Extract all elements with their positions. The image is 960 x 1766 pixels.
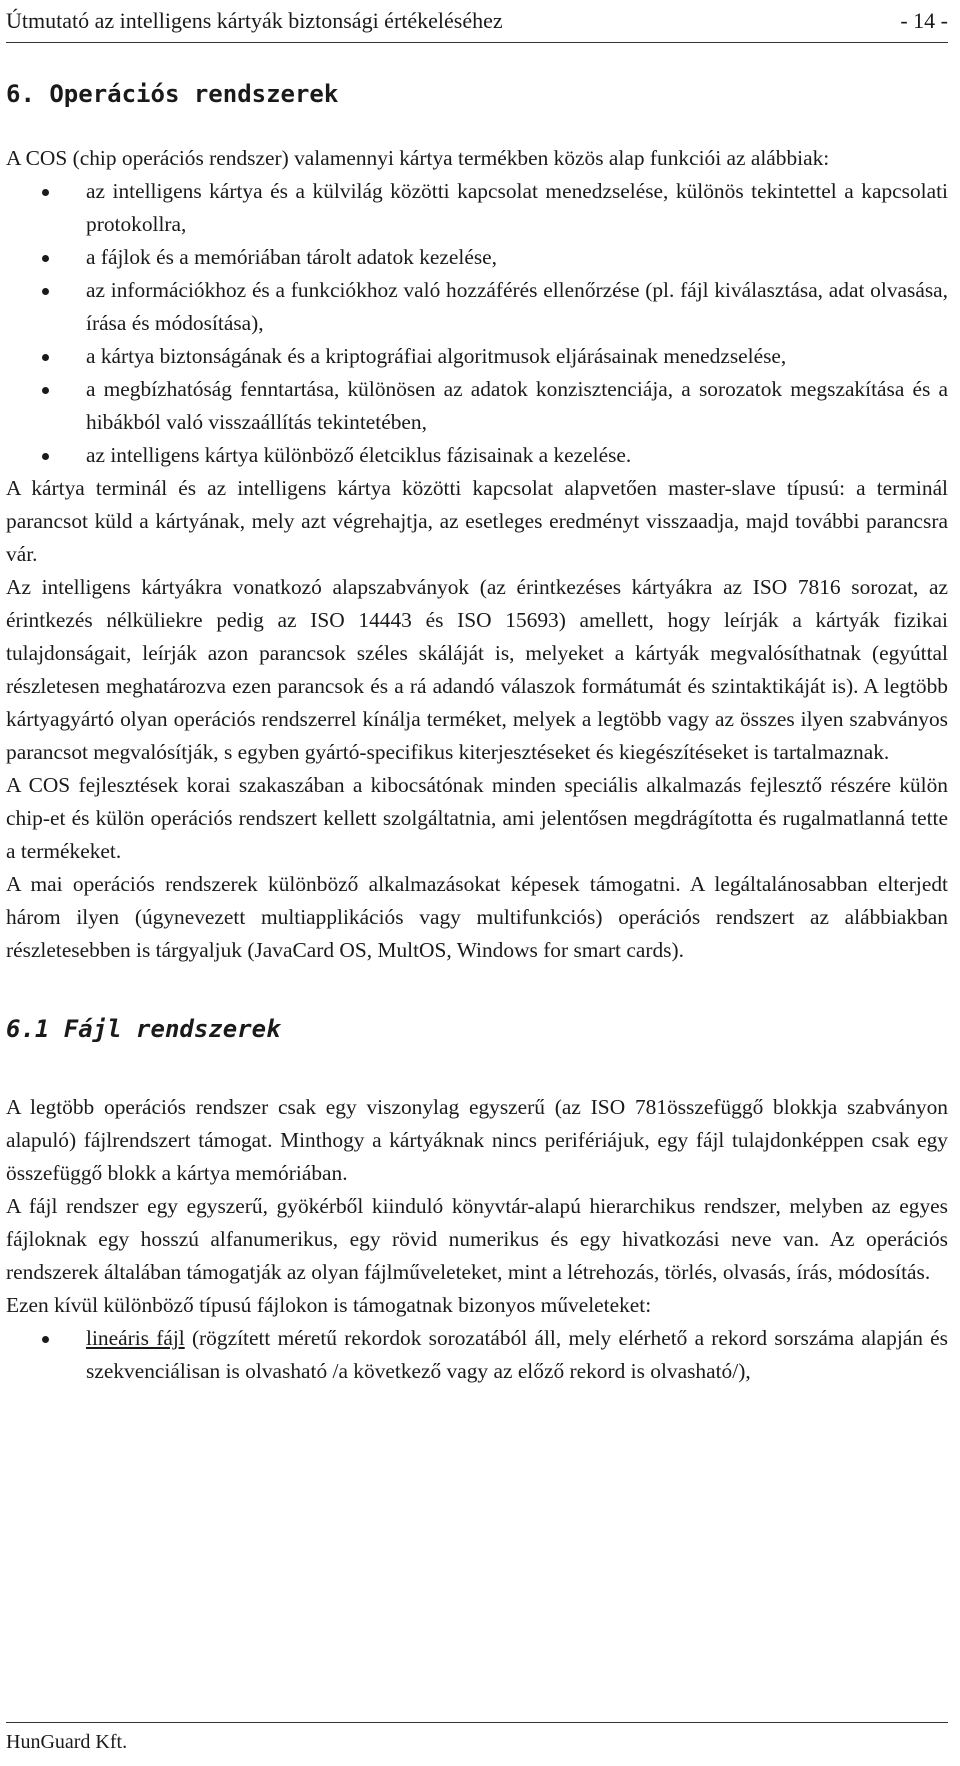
paragraph: A COS fejlesztések korai szakaszában a kibocsátónak minden speciális alkalmazás fejlesztő részére külön chip-et és külön operációs rendszert kellett szolgáltatnia, ami jelentősen megdrágította és rugalmatlanná tette a termékeket. [6, 773, 948, 863]
list-item-text: az intelligens kártya különböző életciklus fázisainak a kezelése. [86, 443, 632, 467]
subsection-heading: 6.1 Fájl rendszerek [6, 1015, 281, 1043]
list-item-text: (rögzített méretű rekordok sorozatából áll, mely elérhető a rekord sorszáma alapján és szekvenciálisan is olvasható /a következő vagy az előző rekord is olvasható/), [86, 1326, 949, 1383]
list-item-text: a fájlok és a memóriában tárolt adatok kezelése, [86, 245, 497, 269]
bullet-icon [42, 354, 49, 361]
list-item [6, 1322, 948, 1388]
footer-company: HunGuard Kft. [6, 1731, 128, 1753]
list-item-text: az információkhoz és a funkciókhoz való hozzáférés ellenőrzése (pl. fájl kiválasztása, adat olvasása, írása és módosítása), [86, 278, 948, 335]
bullet-icon [42, 387, 49, 394]
list-item [6, 340, 948, 373]
list-item [6, 373, 948, 439]
header-divider [6, 42, 948, 43]
bullet-icon [42, 255, 49, 262]
section-heading: 6. Operációs rendszerek [6, 80, 339, 108]
list-item-text: az intelligens kártya és a külvilág közötti kapcsolat menedzselése, különös tekintettel a kapcsolati protokollra, [86, 179, 948, 236]
list-item [6, 175, 948, 241]
list-item-text: a megbízhatóság fenntartása, különösen az adatok konzisztenciája, a sorozatok megszakítása és a hibákból való visszaállítás tekintetében, [86, 377, 948, 434]
file-types-list [6, 1322, 948, 1388]
list-item [6, 439, 948, 472]
list-item [6, 274, 948, 340]
bullet-icon [42, 453, 49, 460]
paragraph: A mai operációs rendszerek különböző alkalmazásokat képesek támogatni. A legáltalánosabban elterjedt három ilyen (úgynevezett multiapplikációs vagy multifunkciós) operációs rendszert az alábbiakban részletesebben is tárgyaljuk (JavaCard OS, MultOS, Windows for smart cards). [6, 872, 948, 962]
footer-divider [6, 1722, 948, 1723]
paragraph: A kártya terminál és az intelligens kártya közötti kapcsolat alapvetően master-slave típusú: a terminál parancsot küld a kártyának, mely azt végrehajtja, az esetleges eredményt visszaadja, majd további parancsra vár. [6, 476, 948, 566]
page-header [6, 4, 948, 40]
paragraph: Ezen kívül különböző típusú fájlokon is támogatnak bizonyos műveleteket: [6, 1293, 652, 1317]
bullet-icon [42, 288, 49, 295]
file-type-term: lineáris fájl [86, 1326, 185, 1350]
page-footer [6, 1722, 948, 1757]
header-title: Útmutató az intelligens kártyák biztonsági értékeléséhez [6, 8, 503, 33]
document-body [6, 76, 948, 1388]
section-intro: A COS (chip operációs rendszer) valamennyi kártya termékben közös alap funkciói az alábbiak: [6, 146, 830, 170]
bullet-icon [42, 1336, 49, 1343]
list-item [6, 241, 948, 274]
paragraph: A legtöbb operációs rendszer csak egy viszonylag egyszerű (az ISO 781összefüggő blokkja szabványon alapuló) fájlrendszert támogat. Minthogy a kártyáknak nincs perifériájuk, egy fájl tulajdonképpen csak egy összefüggő blokk a kártya memóriában. [6, 1095, 948, 1185]
paragraph: A fájl rendszer egy egyszerű, gyökérből kiinduló könyvtár-alapú hierarchikus rendszer, melyben az egyes fájloknak egy hosszú alfanumerikus, egy rövid numerikus és egy hivatkozási neve van. Az operációs rendszerek általában támogatják az olyan fájlműveleteket, mint a létrehozás, törlés, olvasás, írás, módosítás. [6, 1194, 948, 1284]
bullet-icon [42, 189, 49, 196]
paragraph: Az intelligens kártyákra vonatkozó alapszabványok (az érintkezéses kártyákra az ISO 7816 sorozat, az érintkezés nélküliekre pedig az ISO 14443 és ISO 15693) amellett, hogy leírják a kártyák fizikai tulajdonságait, leírják azon parancsok széles skáláját is, melyeket a kártyák megvalósíthatnak (egyúttal részletesen meghatározva ezen parancsok és a rá adandó válaszok formátumát és szintaktikáját is). A legtöbb kártyagyártó olyan operációs rendszerrel kínálja terméket, melyek a legtöbb vagy az összes ilyen szabványos parancsot megvalósítják, s egyben gyártó-specifikus kiterjesztéseket és kiegészítéseket is tartalmaznak. [6, 575, 948, 764]
list-item-text: a kártya biztonságának és a kriptográfiai algoritmusok eljárásainak menedzselése, [86, 344, 787, 368]
cos-functions-list [6, 175, 948, 472]
page-number: - 14 - [900, 8, 948, 33]
